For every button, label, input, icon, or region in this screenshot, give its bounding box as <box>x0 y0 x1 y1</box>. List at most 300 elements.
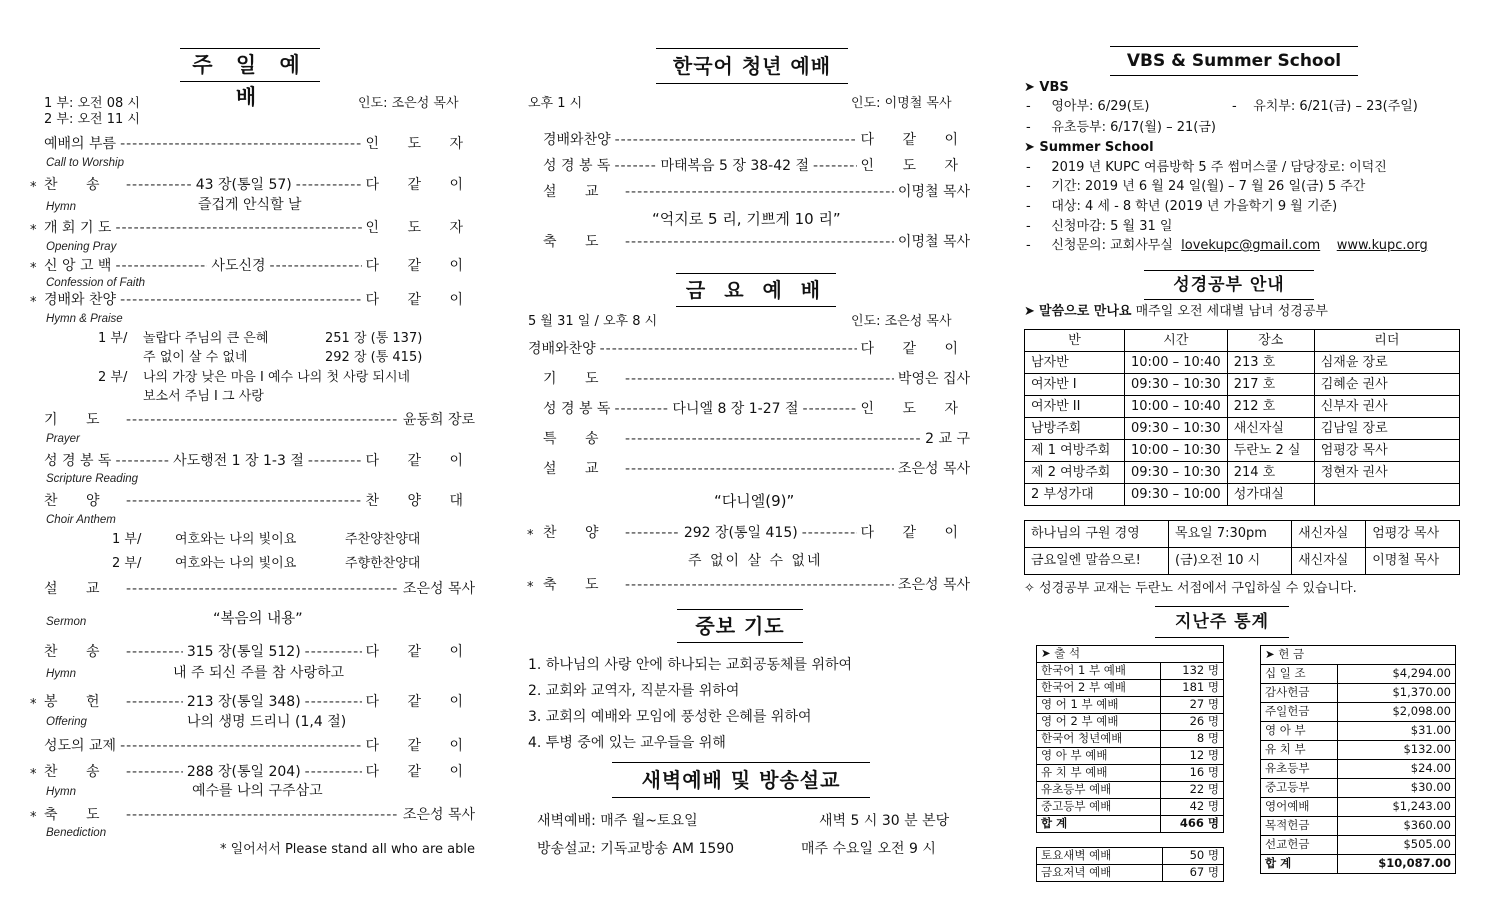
bible-study-title: 성경공부 안내 <box>1144 270 1314 300</box>
order-benediction <box>44 807 475 824</box>
offering-head: ➤ 헌 금 <box>1261 646 1456 665</box>
table-row <box>1261 684 1456 703</box>
cell: 10:00 – 10:30 <box>1125 440 1228 462</box>
order-en: Sermon <box>46 616 87 628</box>
order-hymn-2 <box>44 644 475 661</box>
ss-head: ➤ Summer School <box>1024 140 1154 155</box>
attendance-head: ➤ 출 석 <box>1037 646 1224 663</box>
table-row <box>1261 741 1456 760</box>
cell: $360.00 <box>1338 817 1456 836</box>
order-right: 다 같 이 <box>365 258 475 274</box>
ss-item-text: 기간: 2019 년 6 월 24 일(월) – 7 월 26 일(금) 5 주간 <box>1051 179 1366 194</box>
table-row <box>1261 665 1456 684</box>
cell: 8 명 <box>1160 731 1223 748</box>
cell: 김남일 장로 <box>1314 418 1459 440</box>
stand-mark: * <box>30 223 37 238</box>
vbs-item-text: 유초등부: 6/17(월) – 21(금) <box>1051 120 1217 135</box>
friday-special <box>543 431 970 448</box>
cell: 중고등부 <box>1261 779 1338 798</box>
praise-song: 보소서 주님 I 그 사랑 <box>143 389 264 404</box>
cell: 여자반 II <box>1025 396 1125 418</box>
cell: 09:30 – 10:00 <box>1125 484 1228 506</box>
youth-praise <box>543 132 970 149</box>
order-label: 성 경 봉 독 <box>543 401 611 417</box>
stand-mark: * <box>527 528 534 543</box>
cell: 50 명 <box>1162 848 1223 865</box>
email-link[interactable]: lovekupc@gmail.com <box>1181 238 1321 253</box>
cell: 여자반 I <box>1025 374 1125 396</box>
cell: 새신자실 <box>1292 548 1366 575</box>
table-row <box>1261 817 1456 836</box>
vbs-head-text: VBS <box>1039 80 1069 95</box>
order-right: 조은성 목사 <box>897 577 970 593</box>
friday-sermon <box>543 461 970 478</box>
anthem-song: 여호와는 나의 빛이요 <box>175 556 297 571</box>
vbs-item: - 영아부: 6/29(토) <box>1026 99 1150 114</box>
cell: 2 부성가대 <box>1025 484 1125 506</box>
cell: 정현자 권사 <box>1314 462 1459 484</box>
table-row <box>1037 680 1224 697</box>
cell: 09:30 – 10:30 <box>1125 374 1228 396</box>
stand-mark: * <box>30 767 37 782</box>
cell: 213 호 <box>1227 352 1314 374</box>
cell: 16 명 <box>1160 765 1223 782</box>
ss-item-text: 신청문의: 교회사무실 <box>1051 238 1173 253</box>
intercession-item: 4. 투병 중에 있는 교우들을 위해 <box>528 735 726 751</box>
table-total-row <box>1037 816 1224 833</box>
order-right: 인 도 자 <box>860 401 970 417</box>
cell: 12 명 <box>1160 748 1223 765</box>
vbs-item-text: 유치부: 6/21(금) – 23(주일) <box>1253 99 1418 114</box>
table-row <box>1037 865 1224 882</box>
order-label: 설 교 <box>543 184 611 200</box>
ss-item-text: 대상: 4 세 - 8 학년 (2019 년 가을학기 9 월 기준) <box>1051 199 1338 214</box>
order-label: 찬 송 <box>44 764 112 780</box>
order-label: 봉 헌 <box>44 694 112 710</box>
offering-table <box>1260 645 1456 874</box>
stand-mark: * <box>30 180 37 195</box>
praise-song: 놀랍다 주님의 큰 은혜 <box>143 331 269 346</box>
order-offering <box>44 694 475 711</box>
order-en: Hymn & Praise <box>46 313 123 325</box>
table-row <box>1261 760 1456 779</box>
cell: 42 명 <box>1160 799 1223 816</box>
ss-item: - 2019 년 KUPC 여름방학 5 주 썸머스쿨 / 담당장로: 이덕진 <box>1026 160 1387 175</box>
order-label: 기 도 <box>543 371 611 387</box>
cell: 유 치 부 예배 <box>1037 765 1161 782</box>
cell: 두란노 2 실 <box>1227 440 1314 462</box>
order-label: 신 앙 고 백 <box>44 258 112 274</box>
cell: 한국어 2 부 예배 <box>1037 680 1161 697</box>
table-row <box>1025 440 1460 462</box>
order-right: 다 같 이 <box>860 132 970 148</box>
cell: 목요일 7:30pm <box>1169 521 1292 548</box>
order-opening-prayer <box>44 220 475 237</box>
friday-prayer <box>543 371 970 388</box>
youth-sermon-title: “억지로 5 리, 기쁘게 10 리” <box>652 210 841 228</box>
table-row <box>1025 484 1460 506</box>
youth-sermon <box>543 184 970 201</box>
table-row <box>1025 352 1460 374</box>
bible-study-extra-table <box>1024 520 1460 575</box>
order-label: 경배와찬양 <box>543 132 611 148</box>
order-en: Hymn <box>46 786 77 798</box>
dawn-title: 새벽예배 및 방송설교 <box>612 762 870 798</box>
order-label: 경배와 찬양 <box>44 292 117 308</box>
cell: 중고등부 예배 <box>1037 799 1161 816</box>
anthem-part: 2 부/ <box>112 556 142 571</box>
cell: 한국어 1 부 예배 <box>1037 663 1161 680</box>
table-total-row <box>1261 855 1456 874</box>
scripture-ref: 다니엘 8 장 1-27 절 <box>672 401 799 417</box>
cell: $1,243.00 <box>1338 798 1456 817</box>
praise-part: 1 부/ <box>98 331 128 346</box>
table-row <box>1025 548 1460 575</box>
order-en: Choir Anthem <box>46 514 116 526</box>
col-header: 반 <box>1025 330 1125 352</box>
table-row <box>1025 462 1460 484</box>
order-right: 찬 양 대 <box>365 493 475 509</box>
cell: $31.00 <box>1338 722 1456 741</box>
cell: $1,370.00 <box>1338 684 1456 703</box>
cell: 영 아 부 예배 <box>1037 748 1161 765</box>
table-row <box>1037 782 1224 799</box>
order-en: Hymn <box>46 201 77 213</box>
table-row <box>1261 703 1456 722</box>
dawn-line2-left: 방송설교: 기독교방송 AM 1590 <box>537 841 735 857</box>
order-en: Scripture Reading <box>46 473 139 485</box>
hymn-number: 292 장(통일 415) <box>683 525 798 541</box>
col-header: 리더 <box>1314 330 1459 352</box>
attendance-extra-table <box>1036 847 1224 882</box>
bible-study-intro: ➤ 말씀으로 만나요 매주일 오전 세대별 남녀 성경공부 <box>1024 304 1328 319</box>
hymn-number: 43 장(통일 57) <box>195 177 292 193</box>
cell: 이명철 목사 <box>1366 548 1460 575</box>
order-label: 예배의 부름 <box>44 136 117 152</box>
cell: 엄평강 목사 <box>1314 440 1459 462</box>
table-header <box>1025 330 1460 352</box>
order-right: 조은성 목사 <box>402 581 475 597</box>
order-label: 설 교 <box>44 581 112 597</box>
cell: 합 계 <box>1261 855 1338 874</box>
cell: $24.00 <box>1338 760 1456 779</box>
cell: 09:30 – 10:30 <box>1125 418 1228 440</box>
intercession-item: 3. 교회의 예배와 모임에 풍성한 은혜를 위하여 <box>528 709 812 725</box>
order-right: 인 도 자 <box>365 136 475 152</box>
praise-num: 292 장 (통 415) <box>325 350 423 365</box>
order-label: 성 경 봉 독 <box>44 453 112 469</box>
order-right: 2 교 구 <box>925 431 970 447</box>
cell: $132.00 <box>1338 741 1456 760</box>
intercession-title: 중보 기도 <box>677 609 803 643</box>
bible-study-note: ✧ 성경공부 교재는 두란노 서점에서 구입하실 수 있습니다. <box>1024 581 1357 596</box>
attendance-table <box>1036 645 1224 833</box>
cell: 심재윤 장로 <box>1314 352 1459 374</box>
head-text: 출 석 <box>1054 646 1081 661</box>
cell: 09:30 – 10:30 <box>1125 462 1228 484</box>
order-label: 찬 양 <box>543 525 611 541</box>
cell: 217 호 <box>1227 374 1314 396</box>
cell: 영 어 2 부 예배 <box>1037 714 1161 731</box>
dawn-line1-left: 새벽예배: 매주 월~토요일 <box>537 813 698 829</box>
ss-item: - 신청문의: 교회사무실 lovekupc@gmail.com www.kupc.org <box>1026 238 1428 253</box>
friday-leader: 인도: 조은성 목사 <box>851 314 952 329</box>
sunday-leader: 인도: 조은성 목사 <box>358 96 459 111</box>
table-row <box>1261 779 1456 798</box>
table-row <box>1037 748 1224 765</box>
sermon-title: “복음의 내용” <box>213 611 303 627</box>
order-right: 인 도 자 <box>365 220 475 236</box>
table-row <box>1037 799 1224 816</box>
order-sermon <box>44 581 475 598</box>
order-right: 인 도 자 <box>860 158 970 174</box>
ss-item: - 기간: 2019 년 6 월 24 일(월) – 7 월 26 일(금) 5 주간 <box>1026 179 1366 194</box>
friday-hymn-title: 주 없이 살 수 없네 <box>688 553 823 569</box>
cell <box>1314 484 1459 506</box>
cell: 금요일엔 말씀으로! <box>1025 548 1169 575</box>
order-en: Call to Worship <box>46 157 124 169</box>
note-text: 성경공부 교재는 두란노 서점에서 구입하실 수 있습니다. <box>1039 581 1357 596</box>
stand-mark: * <box>30 261 37 276</box>
service-time-2: 2 부: 오전 11 시 <box>44 112 140 127</box>
ss-item-text: 2019 년 KUPC 여름방학 5 주 썸머스쿨 / 담당장로: 이덕진 <box>1051 160 1387 175</box>
cell: 유 치 부 <box>1261 741 1338 760</box>
table-row <box>1025 374 1460 396</box>
order-label: 기 도 <box>44 412 112 428</box>
cell: 남자반 <box>1025 352 1125 374</box>
order-right: 다 같 이 <box>365 738 475 754</box>
service-time-1: 1 부: 오전 08 시 <box>44 96 140 111</box>
youth-benediction <box>543 234 970 251</box>
youth-scripture <box>543 158 970 175</box>
table-header <box>1261 646 1456 665</box>
anthem-song: 여호와는 나의 빛이요 <box>175 532 297 547</box>
bible-study-table <box>1024 329 1460 506</box>
ss-item: - 신청마감: 5 월 31 일 <box>1026 219 1173 234</box>
youth-time: 오후 1 시 <box>528 96 583 111</box>
stand-mark: * <box>30 810 37 825</box>
intro-bold: 말씀으로 만나요 <box>1039 304 1132 319</box>
head-text: 헌 금 <box>1278 647 1305 662</box>
cell: 한국어 청년예배 <box>1037 731 1161 748</box>
cell: 영어예배 <box>1261 798 1338 817</box>
order-label: 설 교 <box>543 461 611 477</box>
website-link[interactable]: www.kupc.org <box>1336 238 1428 253</box>
cell: 목적헌금 <box>1261 817 1338 836</box>
vbs-title: VBS & Summer School <box>1110 46 1358 76</box>
praise-song: 주 없이 살 수 없네 <box>143 350 248 365</box>
cell: 하나님의 구원 경영 <box>1025 521 1169 548</box>
creed: 사도신경 <box>211 258 266 274</box>
intercession-item: 1. 하나님의 사랑 안에 하나되는 교회공동체를 위하여 <box>528 657 853 673</box>
praise-song: 나의 가장 낮은 마음 I 예수 나의 첫 사랑 되시네 <box>143 370 411 385</box>
cell: 181 명 <box>1160 680 1223 697</box>
table-row <box>1037 663 1224 680</box>
order-right: 이명철 목사 <box>897 234 970 250</box>
order-hymn-3 <box>44 764 475 781</box>
order-label: 특 송 <box>543 431 611 447</box>
cell: 212 호 <box>1227 396 1314 418</box>
cell: 유초등부 예배 <box>1037 782 1161 799</box>
col-header: 장소 <box>1227 330 1314 352</box>
cell: 성가대실 <box>1227 484 1314 506</box>
cell: 엄평강 목사 <box>1366 521 1460 548</box>
stand-mark: * <box>30 697 37 712</box>
order-label: 개 회 기 도 <box>44 220 112 236</box>
table-row <box>1261 798 1456 817</box>
cell: 선교헌금 <box>1261 836 1338 855</box>
order-right: 조은성 목사 <box>402 807 475 823</box>
friday-title: 금 요 예 배 <box>676 273 836 307</box>
order-label: 찬 양 <box>44 493 112 509</box>
cell: 토요새벽 예배 <box>1037 848 1163 865</box>
cell: 132 명 <box>1160 663 1223 680</box>
cell: 남방주회 <box>1025 418 1125 440</box>
friday-hymn <box>543 525 970 542</box>
vbs-item: - 유치부: 6/21(금) – 23(주일) <box>1232 99 1418 114</box>
table-row <box>1037 731 1224 748</box>
stats-title: 지난주 통계 <box>1155 606 1289 638</box>
stand-mark: * <box>30 295 37 310</box>
ss-item-text: 신청마감: 5 월 31 일 <box>1051 219 1173 234</box>
order-label: 축 도 <box>44 807 112 823</box>
table-row <box>1025 396 1460 418</box>
cell: 김혜순 권사 <box>1314 374 1459 396</box>
cell: 10:00 – 10:40 <box>1125 396 1228 418</box>
hymn-number: 315 장(통일 512) <box>186 644 301 660</box>
cell: 제 1 여방주회 <box>1025 440 1125 462</box>
cell: $505.00 <box>1338 836 1456 855</box>
scripture-ref: 마태복음 5 장 38-42 절 <box>660 158 809 174</box>
order-en: Benediction <box>46 827 107 839</box>
order-right: 다 같 이 <box>365 764 475 780</box>
order-label: 찬 송 <box>44 644 112 660</box>
cell: 27 명 <box>1160 697 1223 714</box>
cell: 10:00 – 10:40 <box>1125 352 1228 374</box>
cell: 466 명 <box>1160 816 1223 833</box>
hymn-title: 즐겁게 안식할 날 <box>198 197 302 213</box>
cell: 214 호 <box>1227 462 1314 484</box>
order-confession <box>44 258 475 275</box>
cell: 제 2 여방주회 <box>1025 462 1125 484</box>
cell: 22 명 <box>1160 782 1223 799</box>
sunday-title: 주 일 예 배 <box>180 48 320 82</box>
order-right: 다 같 이 <box>365 694 475 710</box>
vbs-item-text: 영아부: 6/29(토) <box>1051 99 1150 114</box>
order-en: Offering <box>46 716 87 728</box>
cell: $10,087.00 <box>1338 855 1456 874</box>
anthem-part: 1 부/ <box>112 532 142 547</box>
order-right: 다 같 이 <box>365 177 475 193</box>
table-row <box>1261 722 1456 741</box>
anthem-choir: 주찬양찬양대 <box>345 532 421 547</box>
table-row <box>1037 848 1224 865</box>
table-row <box>1261 836 1456 855</box>
praise-num: 251 장 (통 137) <box>325 331 423 346</box>
cell: 합 계 <box>1037 816 1161 833</box>
order-label: 성 경 봉 독 <box>543 158 611 174</box>
order-en: Hymn <box>46 668 77 680</box>
table-row <box>1025 418 1460 440</box>
youth-title: 한국어 청년 예배 <box>656 48 848 84</box>
order-right: 이명철 목사 <box>897 184 970 200</box>
cell: 새신자실 <box>1227 418 1314 440</box>
scripture-ref: 사도행전 1 장 1-3 절 <box>173 453 304 469</box>
order-right: 다 같 이 <box>860 341 970 357</box>
order-praise <box>44 292 475 309</box>
dawn-line1-right: 새벽 5 시 30 분 본당 <box>819 813 950 829</box>
order-en: Confession of Faith <box>46 277 146 289</box>
order-right: 다 같 이 <box>365 292 475 308</box>
praise-part: 2 부/ <box>98 370 128 385</box>
table-row <box>1037 697 1224 714</box>
hymn-title: 예수를 나의 구주삼고 <box>192 783 323 799</box>
table-row <box>1025 521 1460 548</box>
order-fellowship <box>44 738 475 755</box>
order-label: 성도의 교제 <box>44 738 117 754</box>
friday-time: 5 월 31 일 / 오후 8 시 <box>528 314 658 329</box>
hymn-number: 288 장(통일 204) <box>186 764 301 780</box>
ss-item: - 대상: 4 세 - 8 학년 (2019 년 가을학기 9 월 기준) <box>1026 199 1338 214</box>
order-en: Prayer <box>46 433 80 445</box>
order-right: 다 같 이 <box>365 644 475 660</box>
cell: (금)오전 10 시 <box>1169 548 1292 575</box>
friday-sermon-title: “다니엘(9)” <box>714 492 795 510</box>
cell: 67 명 <box>1162 865 1223 882</box>
cell: 금요저녁 예배 <box>1037 865 1163 882</box>
anthem-choir: 주향한찬양대 <box>345 556 421 571</box>
order-en: Opening Pray <box>46 241 117 253</box>
table-row <box>1037 765 1224 782</box>
vbs-head: ➤ VBS <box>1024 80 1069 95</box>
order-right: 다 같 이 <box>365 453 475 469</box>
order-call-to-worship <box>44 136 475 153</box>
order-right: 다 같 이 <box>860 525 971 541</box>
order-right: 조은성 목사 <box>897 461 970 477</box>
order-label: 경배와찬양 <box>528 341 596 357</box>
cell: 십 일 조 <box>1261 665 1338 684</box>
hymn-title: 내 주 되신 주를 참 사랑하고 <box>173 665 345 681</box>
table-row <box>1037 714 1224 731</box>
cell: 유초등부 <box>1261 760 1338 779</box>
cell: 영 아 부 <box>1261 722 1338 741</box>
vbs-item: - 유초등부: 6/17(월) – 21(금) <box>1026 120 1217 135</box>
cell: 신부자 권사 <box>1314 396 1459 418</box>
cell: $30.00 <box>1338 779 1456 798</box>
hymn-number: 213 장(통일 348) <box>186 694 301 710</box>
friday-scripture <box>543 401 970 418</box>
cell: $2,098.00 <box>1338 703 1456 722</box>
hymn-title: 나의 생명 드리니 (1,4 절) <box>187 714 347 730</box>
order-hymn-1 <box>44 177 475 194</box>
order-anthem <box>44 493 475 510</box>
stand-mark: * <box>527 580 534 595</box>
ss-head-text: Summer School <box>1039 140 1154 155</box>
cell: 새신자실 <box>1292 521 1366 548</box>
youth-leader: 인도: 이명철 목사 <box>851 96 952 111</box>
table-header <box>1037 646 1224 663</box>
order-right: 박영은 집사 <box>897 371 970 387</box>
order-scripture <box>44 453 475 470</box>
cell: 영 어 1 부 예배 <box>1037 697 1161 714</box>
order-label: 축 도 <box>543 234 611 250</box>
dawn-line2-right: 매주 수요일 오전 9 시 <box>801 841 936 857</box>
cell: $4,294.00 <box>1338 665 1456 684</box>
order-prayer <box>44 412 475 429</box>
cell: 26 명 <box>1160 714 1223 731</box>
intro-rest: 매주일 오전 세대별 남녀 성경공부 <box>1135 304 1328 319</box>
order-label: 찬 송 <box>44 177 112 193</box>
